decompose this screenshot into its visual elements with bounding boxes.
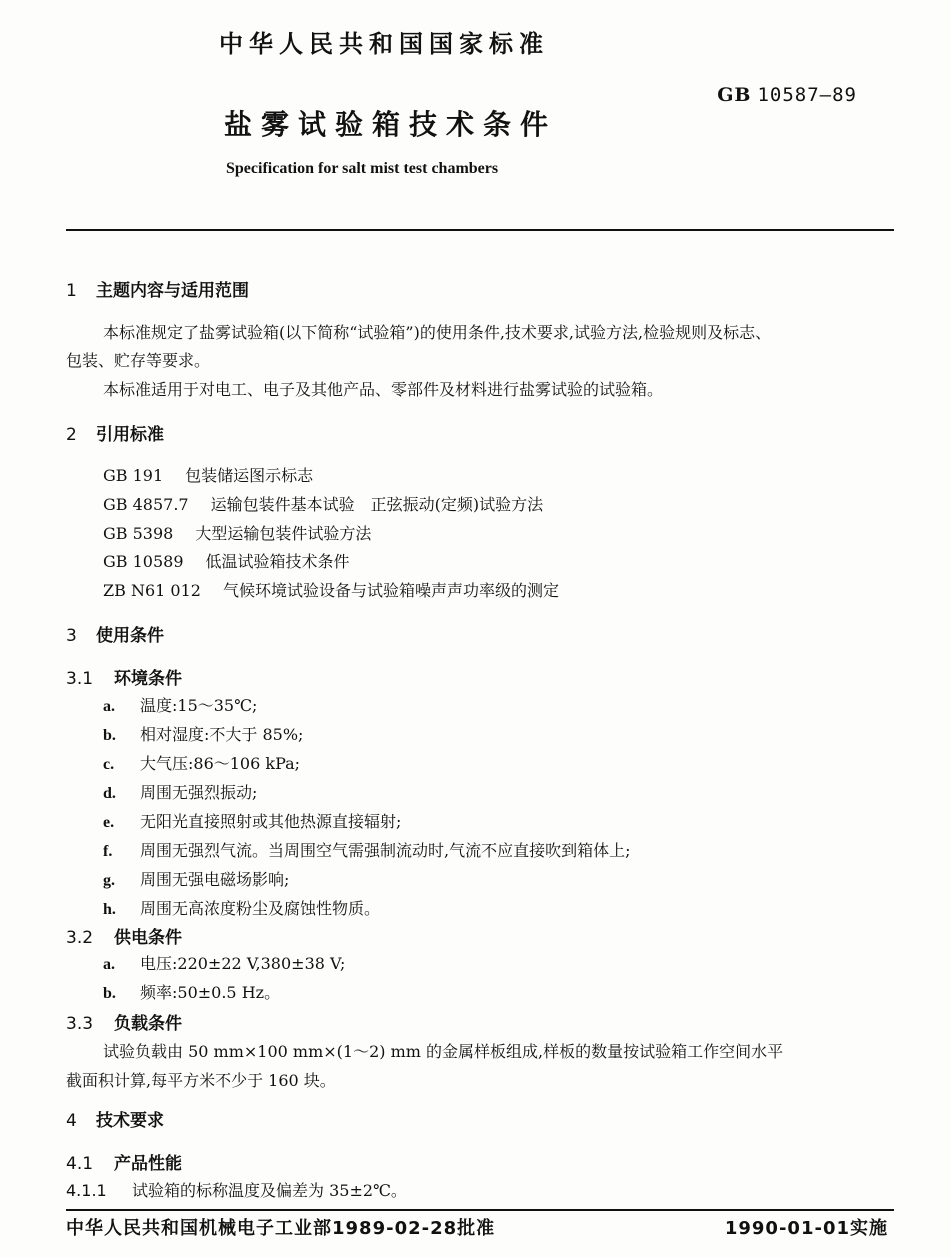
section-3-3-heading: [66, 1009, 182, 1034]
list-text: 频率:50±0.5 Hz。: [140, 983, 281, 1002]
section-number: 3.1: [66, 669, 94, 689]
standard-code: 10587—89: [757, 84, 857, 106]
section-title: 产品性能: [114, 1154, 182, 1174]
reference-item: [103, 463, 313, 486]
reference-name: 大型运输包装件试验方法: [195, 524, 372, 543]
list-item: [103, 751, 300, 774]
list-letter: b.: [103, 727, 116, 744]
reference-name: 气候环境试验设备与试验箱噪声声功率级的测定: [222, 581, 559, 600]
section-number: 2: [66, 425, 77, 445]
list-item: [103, 980, 280, 1003]
list-item: [103, 693, 257, 716]
list-letter: g.: [103, 872, 115, 889]
list-letter: a.: [103, 956, 115, 973]
document-title-cn: 盐雾试验箱技术条件: [224, 108, 558, 141]
section-number: 1: [66, 281, 77, 301]
list-letter: b.: [103, 985, 116, 1002]
standard-number: [717, 84, 857, 106]
list-letter: f.: [103, 843, 113, 860]
section-number: 4: [66, 1111, 77, 1131]
list-item: [103, 722, 303, 745]
section-1-paragraph-2: 本标准适用于对电工、电子及其他产品、零部件及材料进行盐雾试验的试验箱。: [103, 380, 664, 399]
section-title: 引用标准: [96, 425, 164, 445]
list-item: [103, 780, 257, 803]
approval-statement: 中华人民共和国机械电子工业部1989-02-28批准: [66, 1218, 496, 1239]
section-1-paragraph-1-line-1: 本标准规定了盐雾试验箱(以下简称“试验箱”)的使用条件,技术要求,试验方法,检验规则及标志、: [103, 323, 772, 342]
reference-name: 低温试验箱技术条件: [205, 552, 350, 571]
reference-name: 运输包装件基本试验 正弦振动(定频)试验方法: [210, 495, 544, 514]
reference-code: GB 5398: [103, 524, 174, 543]
section-4-1-1-clause: [66, 1178, 407, 1201]
list-letter: a.: [103, 698, 115, 715]
document-title-en: Specification for salt mist test chambers: [226, 160, 499, 177]
standard-prefix: GB: [717, 84, 752, 106]
list-text: 温度:15～35℃;: [140, 696, 258, 715]
list-text: 无阳光直接照射或其他热源直接辐射;: [140, 812, 402, 831]
section-3-1-heading: [66, 664, 182, 689]
section-number: 4.1.1: [66, 1181, 107, 1200]
section-3-heading: [66, 621, 164, 646]
section-1-paragraph-1-line-2: 包装、贮存等要求。: [66, 351, 211, 370]
list-text: 大气压:86～106 kPa;: [140, 754, 301, 773]
header-divider: [66, 229, 894, 231]
reference-name: 包装储运图示标志: [185, 466, 314, 485]
list-letter: e.: [103, 814, 115, 831]
reference-item: [103, 578, 559, 601]
section-title: 主题内容与适用范围: [96, 281, 249, 301]
section-3-3-line-1: 试验负载由 50 mm×100 mm×(1～2) mm 的金属样板组成,样板的数量按试验箱工作空间水平: [103, 1042, 784, 1061]
section-title: 环境条件: [114, 669, 182, 689]
reference-item: [103, 549, 350, 572]
section-title: 技术要求: [96, 1111, 164, 1131]
reference-item: [103, 492, 543, 515]
list-item: [103, 867, 289, 890]
section-3-2-heading: [66, 923, 182, 948]
section-3-3-line-2: 截面积计算,每平方米不少于 160 块。: [66, 1071, 336, 1090]
list-letter: d.: [103, 785, 116, 802]
list-item: [103, 838, 630, 861]
list-letter: c.: [103, 756, 115, 773]
list-text: 周围无强烈气流。当周围空气需强制流动时,气流不应直接吹到箱体上;: [140, 841, 631, 860]
list-text: 周围无高浓度粉尘及腐蚀性物质。: [140, 899, 381, 918]
section-number: 3.2: [66, 928, 94, 948]
section-2-heading: [66, 420, 164, 445]
clause-text: 试验箱的标称温度及偏差为 35±2℃。: [132, 1181, 407, 1200]
reference-code: ZB N61 012: [103, 581, 201, 600]
list-item: [103, 809, 401, 832]
section-title: 供电条件: [114, 928, 182, 948]
reference-item: [103, 521, 371, 544]
list-text: 相对湿度:不大于 85%;: [140, 725, 304, 744]
section-number: 3.3: [66, 1014, 94, 1034]
section-4-1-heading: [66, 1149, 182, 1174]
reference-code: GB 10589: [103, 552, 184, 571]
section-4-heading: [66, 1106, 164, 1131]
section-number: 4.1: [66, 1154, 94, 1174]
list-letter: h.: [103, 901, 116, 918]
section-title: 使用条件: [96, 626, 164, 646]
section-1-heading: [66, 276, 249, 301]
implementation-date: 1990-01-01实施: [724, 1218, 888, 1239]
reference-code: GB 191: [103, 466, 164, 485]
section-title: 负载条件: [114, 1014, 182, 1034]
reference-code: GB 4857.7: [103, 495, 189, 514]
national-standard-heading: 中华人民共和国国家标准: [219, 30, 549, 58]
list-item: [103, 896, 380, 919]
list-text: 周围无强烈振动;: [140, 783, 258, 802]
list-text: 电压:220±22 V,380±38 V;: [140, 954, 346, 973]
footer-divider: [66, 1209, 894, 1211]
list-text: 周围无强电磁场影响;: [140, 870, 290, 889]
list-item: [103, 951, 345, 974]
section-number: 3: [66, 626, 77, 646]
